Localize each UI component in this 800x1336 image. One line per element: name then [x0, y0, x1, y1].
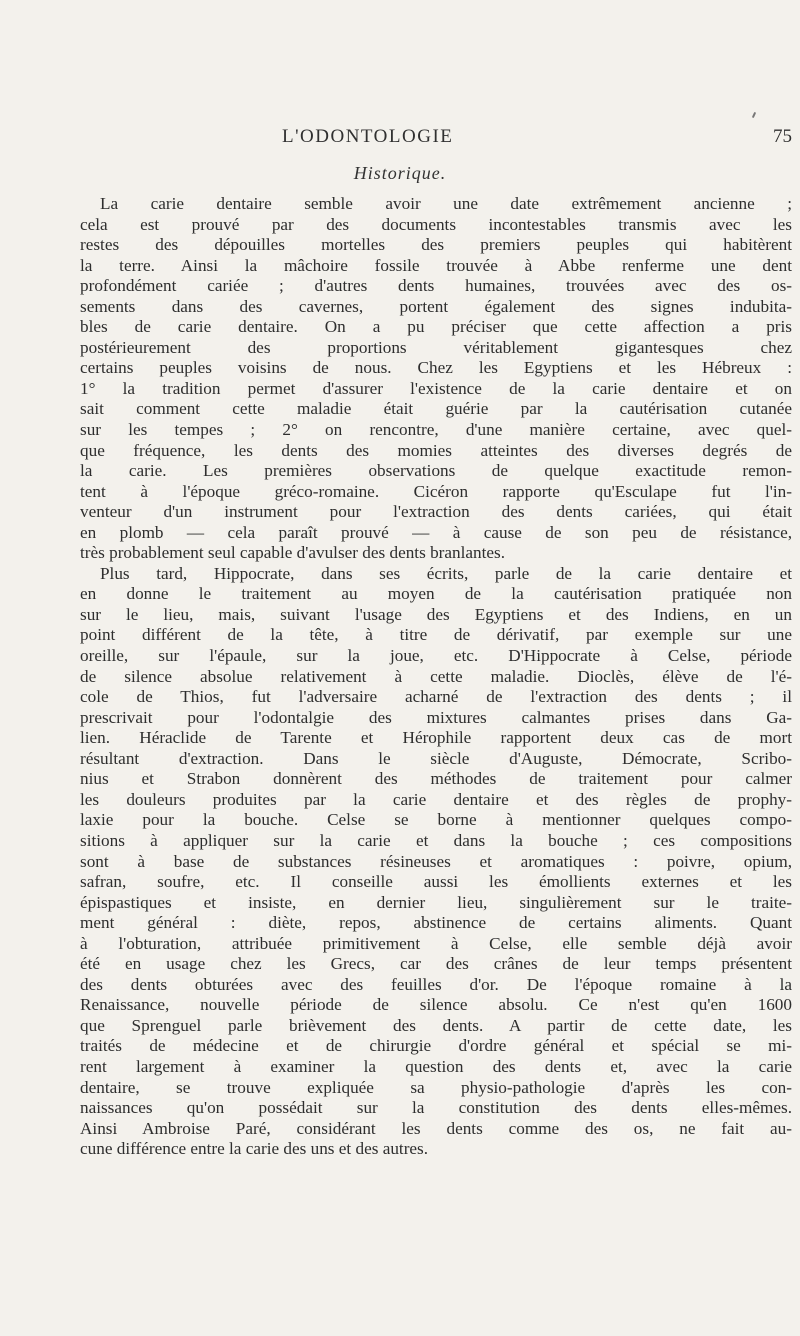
text-line: traités de médecine et de chirurgie d'ordre général et spécial se mi-	[80, 1036, 792, 1056]
text-line: été en usage chez les Grecs, car des crânes de leur temps présentent	[80, 954, 792, 974]
body-text	[80, 194, 792, 1160]
text-line: sitions à appliquer sur la carie et dans la bouche ; ces compositions	[80, 830, 792, 850]
text-line: à l'obturation, attribuée primitivement à Celse, elle semble déjà avoir	[80, 933, 792, 953]
text-line: safran, soufre, etc. Il conseille aussi les émollients externes et les	[80, 872, 792, 892]
text-line: tent à l'époque gréco-romaine. Cicéron rapporte qu'Esculape fut l'in-	[80, 481, 792, 501]
text-line: 1° la tradition permet d'assurer l'existence de la carie dentaire et on	[80, 378, 792, 398]
text-line: sur le lieu, mais, suivant l'usage des Egyptiens et des Indiens, en un	[80, 604, 792, 624]
text-line: Plus tard, Hippocrate, dans ses écrits, parle de la carie dentaire et	[100, 563, 792, 583]
text-line: la carie. Les premières observations de quelque exactitude remon-	[80, 461, 792, 481]
text-line: prescrivait pour l'odontalgie des mixtures calmantes prises dans Ga-	[80, 707, 792, 727]
text-line: la terre. Ainsi la mâchoire fossile trouvée à Abbe renferme une dent	[80, 255, 792, 275]
running-head	[272, 126, 792, 150]
text-line: de silence absolue relativement à cette maladie. Dioclès, élève de l'é-	[80, 666, 792, 686]
text-line: que Sprenguel parle brièvement des dents. A partir de cette date, les	[80, 1015, 792, 1035]
text-line: rent largement à examiner la question des dents et, avec la carie	[80, 1056, 792, 1076]
text-line: cole de Thios, fut l'adversaire acharné de l'extraction des dents ; il	[80, 687, 792, 707]
text-line: certains peuples voisins de nous. Chez les Egyptiens et les Hébreux :	[80, 358, 792, 378]
text-line: lien. Héraclide de Tarente et Hérophile rapportent deux cas de mort	[80, 728, 792, 748]
text-line: nius et Strabon donnèrent des méthodes de traitement pour calmer	[80, 769, 792, 789]
text-line: que fréquence, les dents des momies atteintes des diverses degrés de	[80, 440, 792, 460]
text-line: épispastiques et insiste, en dernier lieu, singulièrement sur le traite-	[80, 892, 792, 912]
text-line: résultant d'extraction. Dans le siècle d'Auguste, Démocrate, Scribo-	[80, 748, 792, 768]
text-line: laxie pour la bouche. Celse se borne à mentionner quelques compo-	[80, 810, 792, 830]
text-line: naissances qu'on possédait sur la constitution des dents elles-mêmes.	[80, 1098, 792, 1118]
text-line: sements dans des cavernes, portent également des signes indubita-	[80, 296, 792, 316]
text-line: en donne le traitement au moyen de la cautérisation pratiquée non	[80, 584, 792, 604]
text-line: postérieurement des proportions véritablement gigantesques chez	[80, 337, 792, 357]
text-line: des dents obturées avec des feuilles d'or. De l'époque romaine à la	[80, 974, 792, 994]
text-line: sur les tempes ; 2° on rencontre, d'une manière certaine, avec quel-	[80, 420, 792, 440]
text-line: ment général : diète, repos, abstinence de certains aliments. Quant	[80, 913, 792, 933]
text-line: bles de carie dentaire. On a pu préciser que cette affection a pris	[80, 317, 792, 337]
page-number: 75	[773, 126, 792, 147]
text-line: point différent de la tête, à titre de dérivatif, par exemple sur une	[80, 625, 792, 645]
text-line: profondément cariée ; d'autres dents humaines, trouvées avec des os-	[80, 276, 792, 296]
text-line: La carie dentaire semble avoir une date extrêmement ancienne ;	[100, 194, 792, 213]
text-line: très probablement seul capable d'avulser des dents branlantes.	[80, 543, 505, 563]
text-line: oreille, sur l'épaule, sur la joue, etc. D'Hippocrate à Celse, période	[80, 646, 792, 666]
text-line: les douleurs produites par la carie dentaire et des règles de prophy-	[80, 789, 792, 809]
text-line: en plomb — cela paraît prouvé — à cause de son peu de résistance,	[80, 522, 792, 542]
section-title: Historique.	[353, 163, 447, 183]
text-line: venteur d'un instrument pour l'extraction des dents cariées, qui était	[80, 502, 792, 522]
text-line: cela est prouvé par des documents incontestables transmis avec les	[80, 214, 792, 234]
running-title: L'ODONTOLOGIE	[282, 126, 454, 147]
text-line: sait comment cette maladie était guérie par la cautérisation cutanée	[80, 399, 792, 419]
text-line: restes des dépouilles mortelles des premiers peuples qui habitèrent	[80, 235, 792, 255]
ink-speck	[752, 112, 756, 118]
text-line: sont à base de substances résineuses et aromatiques : poivre, opium,	[80, 851, 792, 871]
text-line: Ainsi Ambroise Paré, considérant les dents comme des os, ne fait au-	[80, 1118, 792, 1138]
text-line: cune différence entre la carie des uns et des autres.	[80, 1139, 429, 1159]
text-line: Renaissance, nouvelle période de silence absolu. Ce n'est qu'en 1600	[80, 995, 792, 1015]
text-line: dentaire, se trouve expliquée sa physio-pathologie d'après les con-	[80, 1077, 792, 1097]
